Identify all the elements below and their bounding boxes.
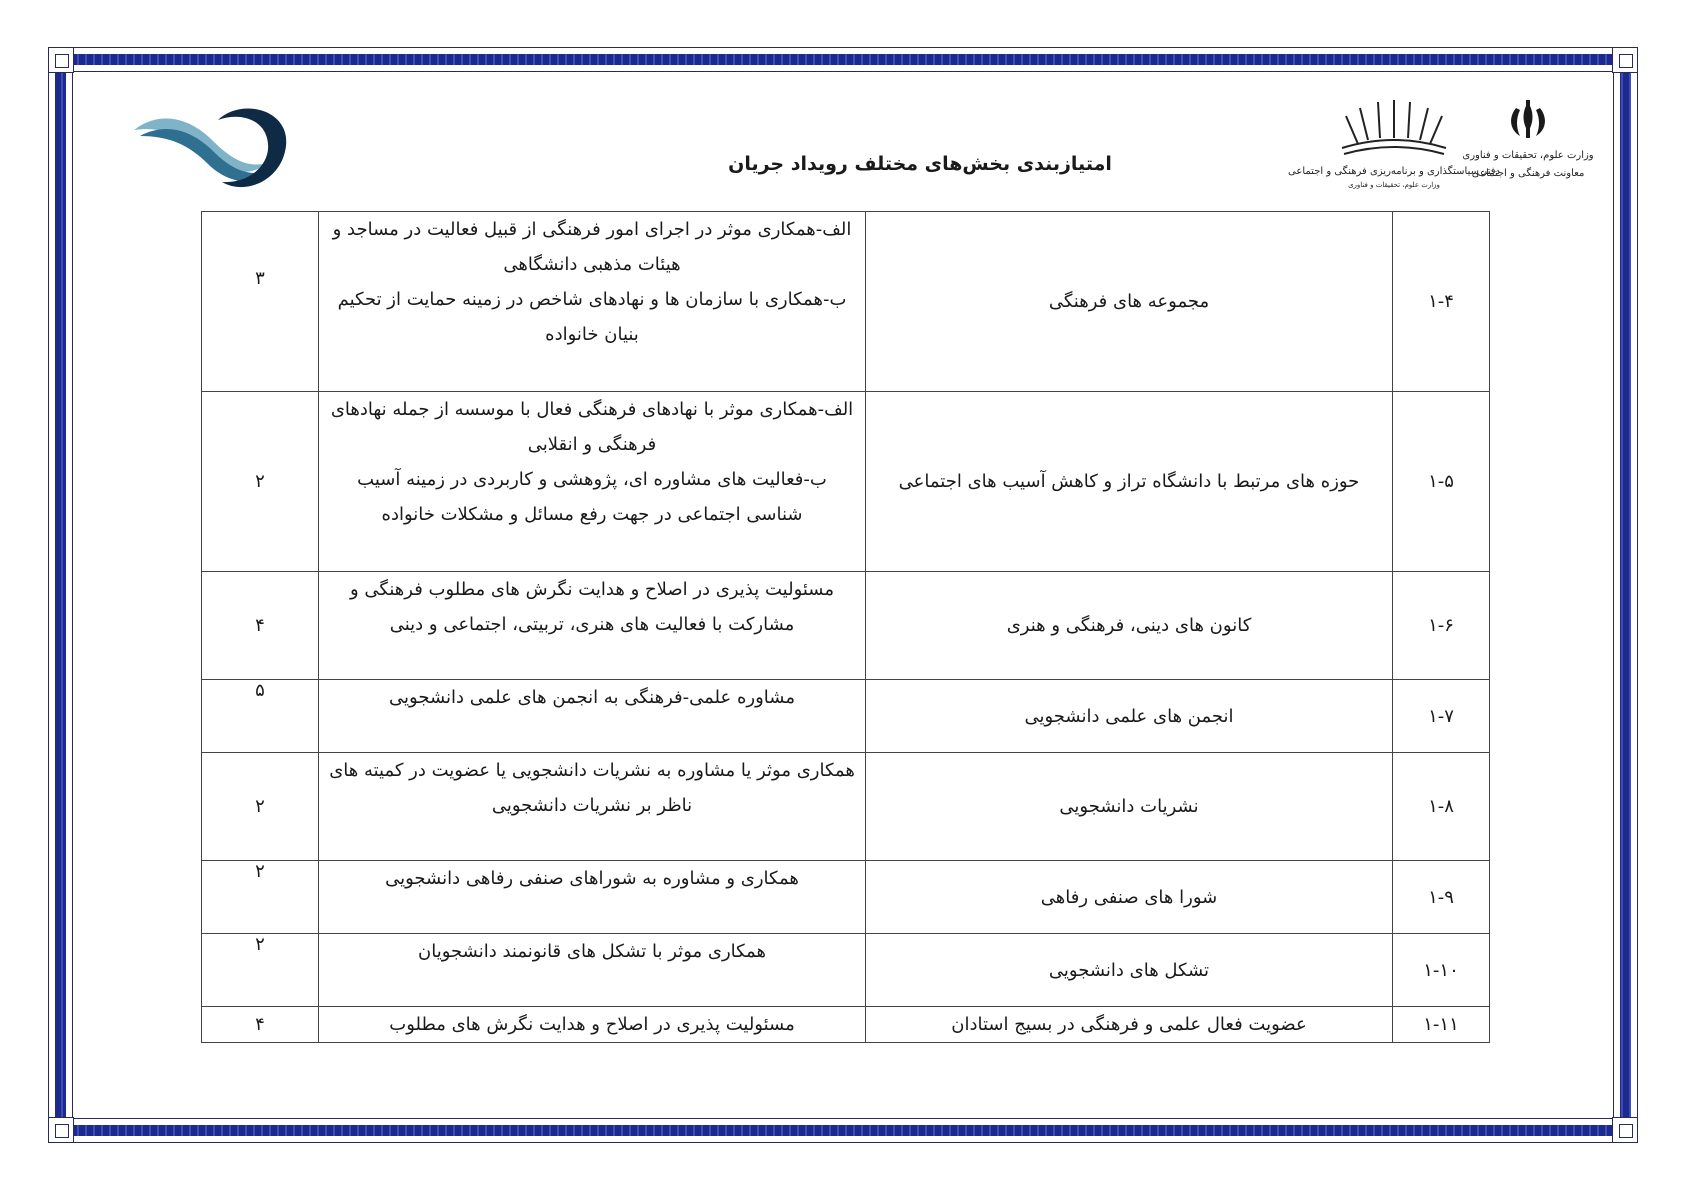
points-value: ۲ [202,861,319,934]
activity-description [319,572,866,680]
description-item: مسئولیت پذیری در اصلاح و هدایت نگرش های مطلوب [389,1014,795,1035]
scoring-table [201,211,1490,1043]
activity-description [319,861,866,934]
row-number: ۱-۱۱ [1393,1007,1490,1043]
table-row [202,753,1490,861]
table-row [202,680,1490,753]
points-value: ۳ [202,212,319,392]
description-item: همکاری موثر یا مشاوره به نشریات دانشجویی یا عضویت در کمیته های ناظر بر نشریات دانشجویی [329,760,855,816]
cultural-office-logo-icon [1288,96,1500,192]
section-name: شورا های صنفی رفاهی [866,861,1393,934]
office-logo-caption-2: وزارت علوم، تحقیقات و فناوری [1348,181,1440,189]
ministry-emblem-icon [1462,96,1594,192]
table-row [202,1007,1490,1043]
row-number: ۱-۱۰ [1393,934,1490,1007]
description-item: الف-همکاری موثر در اجرای امور فرهنگی از قبیل فعالیت در مساجد و هیئات مذهبی دانشگاهی [332,219,852,275]
frame-corner-top-left [48,47,74,73]
section-name: انجمن های علمی دانشجویی [866,680,1393,753]
frame-corner-bottom-left [48,1117,74,1143]
row-number: ۱-۷ [1393,680,1490,753]
frame-corner-bottom-right [1612,1117,1638,1143]
table-row [202,934,1490,1007]
table-row [202,392,1490,572]
points-value: ۲ [202,392,319,572]
activity-description [319,1007,866,1043]
row-number: ۱-۸ [1393,753,1490,861]
row-number: ۱-۵ [1393,392,1490,572]
activity-description [319,680,866,753]
points-value: ۴ [202,572,319,680]
frame-corner-top-right [1612,47,1638,73]
section-name: نشریات دانشجویی [866,753,1393,861]
ministry-logo-caption-2: معاونت فرهنگی و اجتماعی [1471,168,1585,179]
activity-description [319,753,866,861]
points-value: ۵ [202,680,319,753]
description-item: مسئولیت پذیری در اصلاح و هدایت نگرش های مطلوب فرهنگی و مشارکت با فعالیت های هنری، تربیتی، اجتماعی و دینی [349,579,835,635]
table-row [202,212,1490,392]
description-item: همکاری موثر با تشکل های قانونمند دانشجویان [418,941,766,962]
wave-logo-icon [130,100,290,196]
section-name: کانون های دینی، فرهنگی و هنری [866,572,1393,680]
section-name: مجموعه های فرهنگی [866,212,1393,392]
description-item: ب-فعالیت های مشاوره ای، پژوهشی و کاربردی در زمینه آسیب شناسی اجتماعی در جهت رفع مسائل و مشکلات خانواده [357,469,827,525]
table-row [202,572,1490,680]
activity-description [319,212,866,392]
table-row [202,861,1490,934]
row-number: ۱-۹ [1393,861,1490,934]
description-item: مشاوره علمی-فرهنگی به انجمن های علمی دانشجویی [389,687,795,708]
row-number: ۱-۶ [1393,572,1490,680]
section-name: تشکل های دانشجویی [866,934,1393,1007]
ministry-logo-caption-1: وزارت علوم، تحقیقات و فناوری [1462,150,1594,161]
description-item: ب-همکاری با سازمان ها و نهادهای شاخص در زمینه حمایت از تحکیم بنیان خانواده [337,289,847,345]
points-value: ۲ [202,934,319,1007]
section-name: حوزه های مرتبط با دانشگاه تراز و کاهش آسیب های اجتماعی [866,392,1393,572]
activity-description [319,392,866,572]
points-value: ۴ [202,1007,319,1043]
description-item: همکاری و مشاوره به شوراهای صنفی رفاهی دانشجویی [385,868,799,889]
row-number: ۱-۴ [1393,212,1490,392]
page-title: امتیازبندی بخش‌های مختلف رویداد جریان [728,153,1112,175]
section-name: عضویت فعال علمی و فرهنگی در بسیج استادان [866,1007,1393,1043]
office-logo-caption-1: دفتر سیاستگذاری و برنامه‌ریزی فرهنگی و اجتماعی [1288,166,1500,177]
activity-description [319,934,866,1007]
points-value: ۲ [202,753,319,861]
description-item: الف-همکاری موثر با نهادهای فرهنگی فعال با موسسه از جمله نهادهای فرهنگی و انقلابی [330,399,854,455]
